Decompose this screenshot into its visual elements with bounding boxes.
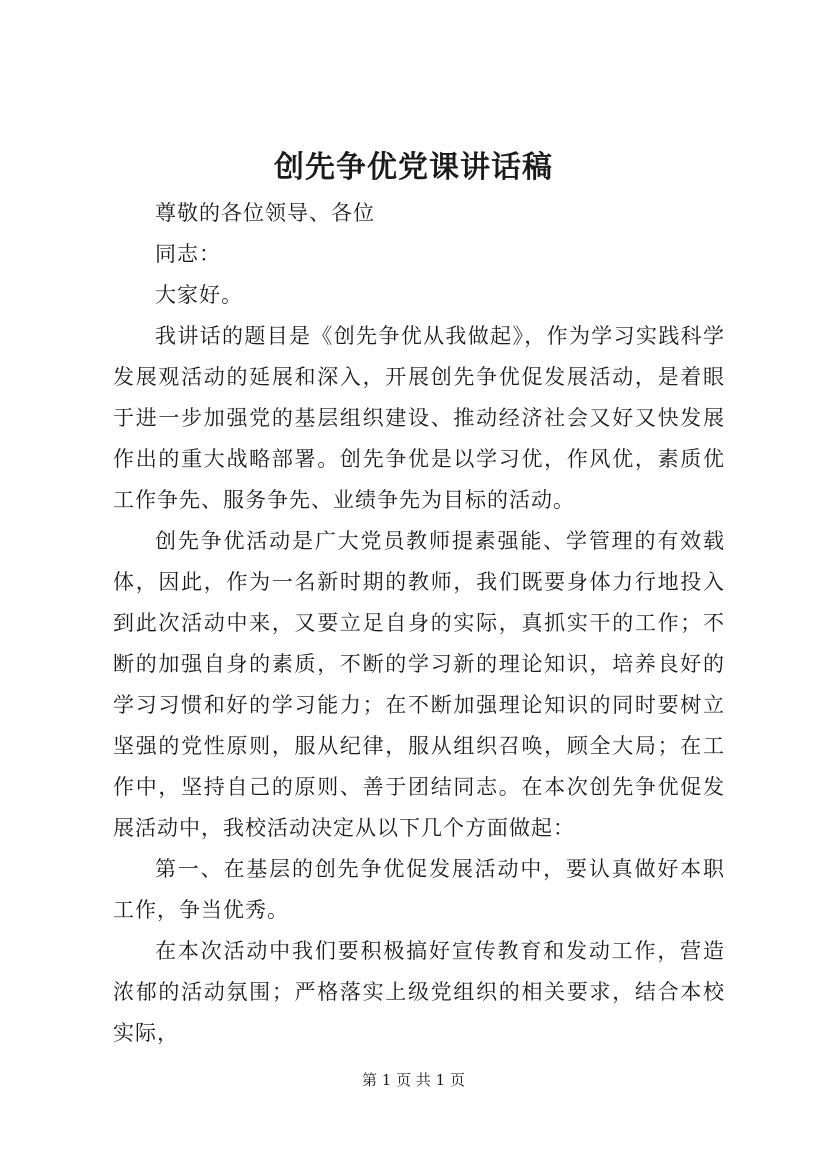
document-body [113,193,725,1054]
paragraph-greeting: 大家好。 [155,283,243,307]
paragraph-carrier: 创先争优活动是广大党员教师提素强能、学管理的有效载体，因此，作为一名新时期的教师，我们既要身体力行地投入到此次活动中来，又要立足自身的实际，真抓实干的工作；不断的加强自身的素质，不断的学习新的理论知识，培养良好的学习习惯和好的学习能力；在不断加强理论知识的同时要树立坚强的党性原则，服从纪律，服从组织召唤，顾全大局；在工作中，坚持自己的原则、善于团结同志。在本次创先争优促发展活动中，我校活动决定从以下几个方面做起： [113,529,725,840]
document-title: 创先争优党课讲话稿 [274,150,553,185]
page-number: 第 1 页 共 1 页 [362,1071,465,1089]
paragraph-activity: 在本次活动中我们要积极搞好宣传教育和发动工作，营造浓郁的活动氛围；严格落实上级党组织的相关要求，结合本校实际， [113,939,725,1045]
paragraph-salutation-2: 同志： [155,242,221,266]
paragraph-first-point: 第一、在基层的创先争优促发展活动中，要认真做好本职工作，争当优秀。 [113,857,725,922]
paragraph-salutation-1: 尊敬的各位领导、各位 [155,201,375,225]
paragraph-intro: 我讲话的题目是《创先争优从我做起》，作为学习实践科学发展观活动的延展和深入，开展创先争优促发展活动，是着眼于进一步加强党的基层组织建设、推动经济社会又好又快发展作出的重大战略部署。创先争优是以学习优，作风优，素质优工作争先、服务争先、业绩争先为目标的活动。 [113,324,725,512]
